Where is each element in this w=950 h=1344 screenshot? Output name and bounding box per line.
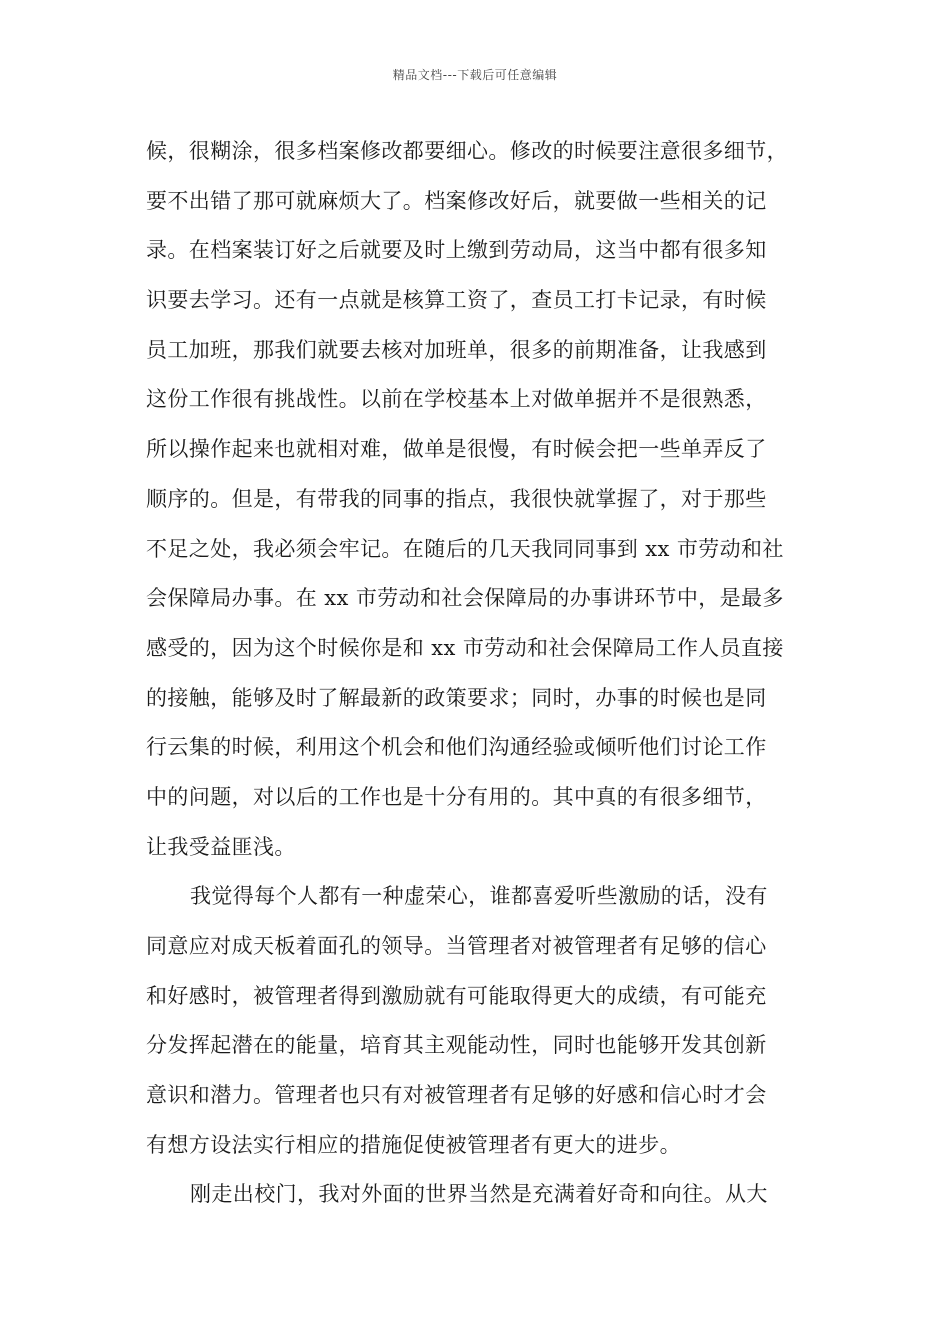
text-line: 同意应对成天板着面孔的领导。当管理者对被管理者有足够的信心 <box>146 934 767 958</box>
text-line: 顺序的。但是，有带我的同事的指点，我很快就掌握了，对于那些 <box>146 486 767 511</box>
text-line: 候，很糊涂，很多档案修改都要细心。修改的时候要注意很多细节， <box>146 139 788 163</box>
text-line: 识要去学习。还有一点就是核算工资了，查员工打卡记录，有时候 <box>146 288 767 313</box>
text-line: 行云集的时候，利用这个机会和他们沟通经验或倾听他们讨论工作 <box>146 735 767 760</box>
text-line: 有想方设法实行相应的措施促使被管理者有更大的进步。 <box>146 1132 681 1157</box>
text-line: 让我受益匪浅。 <box>146 834 296 859</box>
body-text <box>146 131 826 1224</box>
text-line: 感受的，因为这个时候你是和 xx 市劳动和社会保障局工作人员直接 <box>146 635 784 660</box>
text-line: 我觉得每个人都有一种虚荣心，谁都喜爱听些激励的话，没有 <box>190 884 768 909</box>
text-line: 要不出错了那可就麻烦大了。档案修改好后，就要做一些相关的记 <box>146 188 767 213</box>
text-line: 中的问题，对以后的工作也是十分有用的。其中真的有很多细节， <box>146 784 767 809</box>
text-line: 意识和潜力。管理者也只有对被管理者有足够的好感和信心时才会 <box>146 1083 767 1108</box>
text-line: 这份工作很有挑战性。以前在学校基本上对做单据并不是很熟悉， <box>146 387 767 412</box>
text-line: 和好感时，被管理者得到激励就有可能取得更大的成绩，有可能充 <box>146 983 767 1008</box>
text-line: 不足之处，我必须会牢记。在随后的几天我同同事到 xx 市劳动和社 <box>146 536 784 561</box>
page-header: 精品文档---下载后可任意编辑 <box>392 68 558 82</box>
text-line: 刚走出校门，我对外面的世界当然是充满着好奇和向往。从大 <box>190 1182 768 1207</box>
text-line: 的接触，能够及时了解最新的政策要求；同时，办事的时候也是同 <box>146 685 767 710</box>
text-line: 会保障局办事。在 xx 市劳动和社会保障局的办事讲环节中，是最多 <box>146 586 784 611</box>
text-line: 所以操作起来也就相对难，做单是很慢，有时候会把一些单弄反了 <box>146 437 767 462</box>
text-line: 录。在档案装订好之后就要及时上缴到劳动局，这当中都有很多知 <box>146 238 767 263</box>
text-line: 员工加班，那我们就要去核对加班单，很多的前期准备，让我感到 <box>146 337 767 362</box>
text-line: 分发挥起潜在的能量，培育其主观能动性，同时也能够开发其创新 <box>146 1033 767 1058</box>
